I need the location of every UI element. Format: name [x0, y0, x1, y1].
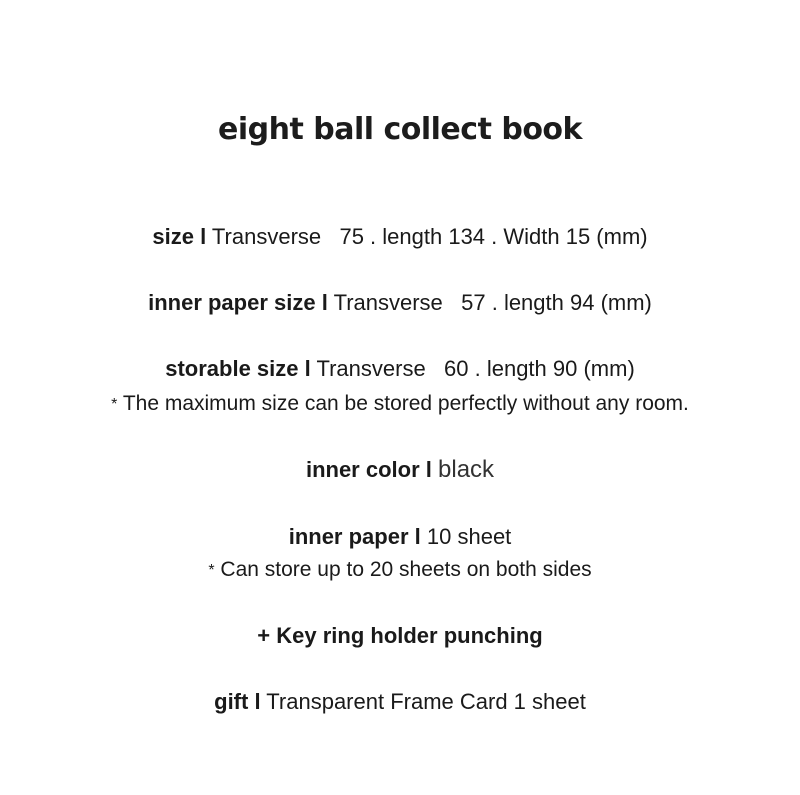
spec-gift-value: Transparent Frame Card 1 sheet: [266, 689, 586, 714]
spec-storable-size: [0, 356, 800, 382]
spec-inner-paper-size: [0, 290, 800, 316]
spec-size-label: size: [152, 224, 194, 249]
spec-inner-color-label: inner color: [305, 457, 420, 482]
asterisk-icon: *: [208, 562, 215, 579]
spec-inner-paper-size-label: inner paper size: [148, 290, 316, 315]
spec-key-ring: [0, 623, 800, 649]
separator: l: [200, 224, 207, 249]
spec-size: [0, 224, 800, 250]
spec-size-value: Transverse 75 . length 134 . Width 15 (mm): [211, 224, 648, 249]
spec-key-ring-label: + Key ring holder punching: [257, 623, 543, 648]
separator: l: [321, 290, 328, 315]
spec-inner-paper-note: [0, 558, 800, 582]
spec-gift-label: gift: [214, 689, 249, 714]
spec-storable-size-label: storable size: [165, 356, 299, 381]
separator: l: [304, 356, 311, 381]
spec-storable-size-note-text: The maximum size can be stored perfectly without any room.: [122, 392, 689, 415]
spec-inner-color-value: black: [438, 456, 495, 483]
spec-inner-paper-value: 10 sheet: [426, 524, 512, 549]
separator: l: [254, 689, 261, 714]
spec-storable-size-note: [0, 392, 800, 416]
page-title: eight ball collect book: [218, 112, 582, 147]
spec-inner-paper-label: inner paper: [288, 524, 409, 549]
separator: l: [425, 457, 432, 482]
spec-inner-paper-note-text: Can store up to 20 sheets on both sides: [220, 558, 592, 581]
spec-inner-paper: [0, 524, 800, 550]
spec-storable-size-value: Transverse 60 . length 90 (mm): [316, 356, 635, 381]
asterisk-icon: *: [111, 396, 118, 413]
spec-gift: [0, 689, 800, 715]
spec-inner-color: [0, 456, 800, 484]
spec-inner-paper-size-value: Transverse 57 . length 94 (mm): [333, 290, 652, 315]
separator: l: [414, 524, 421, 549]
